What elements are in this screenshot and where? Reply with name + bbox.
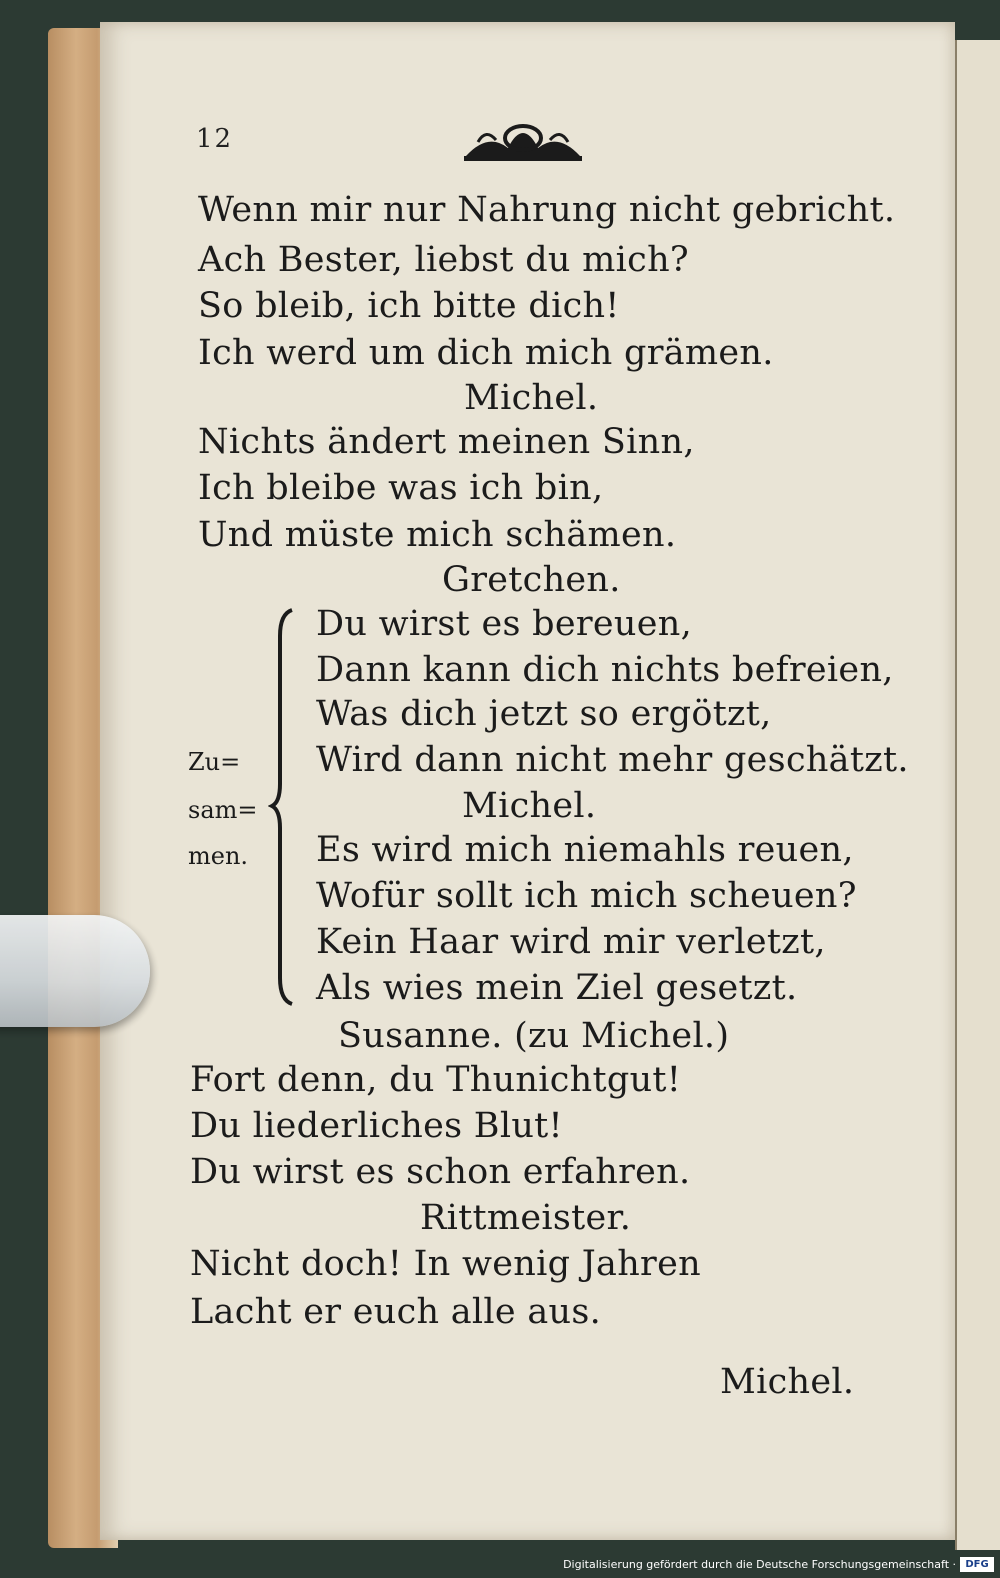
text-line: Fort denn, du Thunichtgut! (190, 1060, 682, 1100)
speaker-name: Rittmeister. (420, 1198, 632, 1238)
text-line: Wenn mir nur Nahrung nicht gebricht. (198, 190, 896, 230)
side-label: men. (188, 842, 249, 870)
text-line: Ich werd um dich mich grämen. (198, 333, 774, 373)
text-line: Du wirst es schon erfahren. (190, 1152, 691, 1192)
speaker-name: Susanne. (zu Michel.) (338, 1016, 730, 1056)
text-line: Wofür sollt ich mich scheuen? (316, 876, 857, 916)
side-label: Zu= (188, 748, 241, 776)
text-line: Dann kann dich nichts befreien, (316, 650, 894, 690)
brace-icon (268, 606, 298, 1008)
text-line: Kein Haar wird mir verletzt, (316, 922, 826, 962)
page-clip (0, 915, 150, 1027)
text-line: Ach Bester, liebst du mich? (198, 240, 689, 280)
speaker-name: Michel. (462, 786, 597, 826)
text-line: Es wird mich niemahls reuen, (316, 830, 854, 870)
page-number: 12 (196, 124, 234, 154)
text-line: Du wirst es bereuen, (316, 604, 693, 644)
text-line: So bleib, ich bitte dich! (198, 286, 620, 326)
speaker-name: Michel. (464, 378, 599, 418)
text-line: Was dich jetzt so ergötzt, (316, 694, 772, 734)
text-line: Nicht doch! In wenig Jahren (190, 1244, 701, 1284)
side-label: sam= (188, 796, 258, 824)
text-line: Ich bleibe was ich bin, (198, 468, 604, 508)
text-line: Du liederliches Blut! (190, 1106, 563, 1146)
text-line: Wird dann nicht mehr geschätzt. (316, 740, 909, 780)
text-line: Nichts ändert meinen Sinn, (198, 422, 695, 462)
footer-credit: Digitalisierung gefördert durch die Deutsche Forschungsgemeinschaft · (563, 1558, 956, 1571)
text-line: Als wies mein Ziel gesetzt. (316, 968, 798, 1008)
dfg-logo: DFG (960, 1557, 994, 1572)
ornament-icon (458, 112, 588, 166)
catchword: Michel. (720, 1362, 855, 1402)
speaker-name: Gretchen. (442, 560, 621, 600)
text-line: Lacht er euch alle aus. (190, 1292, 602, 1332)
text-line: Und müste mich schämen. (198, 515, 677, 555)
next-page-edge (955, 40, 1000, 1550)
